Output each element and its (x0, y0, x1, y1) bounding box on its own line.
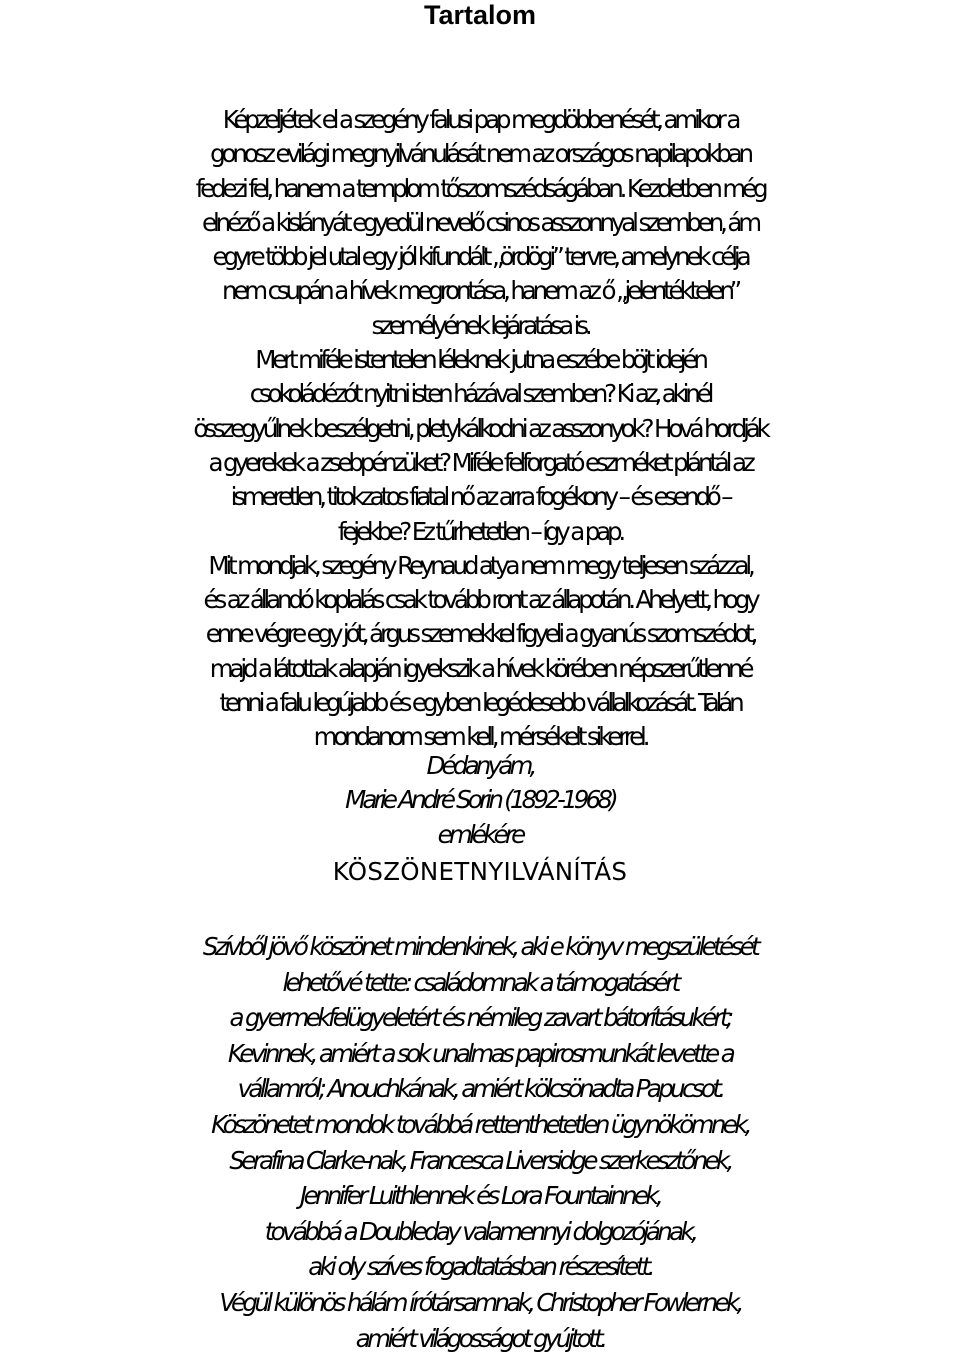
acknowledgements (0, 929, 960, 1356)
acknowledgement-line: Kevinnek, amiért a sok unalmas papirosmunkát levette a (227, 1038, 733, 1068)
acknowledgement-line: a gyermekfelügyeletért és némileg zavart bátorításukért; (229, 1003, 731, 1033)
blurb-line: Mert miféle istentelen léleknek jutna eszébe böjt idején (255, 345, 705, 375)
acknowledgement-line: továbbá a Doubleday valamennyi dolgozójának, (264, 1216, 696, 1246)
acknowledgements-heading: KÖSZÖNETNYILVÁNÍTÁS (332, 857, 628, 886)
blurb-line: és az állandó koplalás csak tovább ront az állapotán. Ahelyett, hogy (203, 585, 757, 615)
blurb-line: Képzeljétek el a szegény falusi pap megdöbbenését, amikor a (222, 105, 738, 134)
acknowledgement-line: amiért világosságot gyújtott. (355, 1323, 605, 1353)
dedication-line: emlékére (437, 819, 523, 849)
dedication-line: Dédanyám, (426, 751, 534, 780)
blurb-line: a gyerekek a zsebpénzüket? Miféle felforgató eszméket plántál az (208, 447, 752, 477)
blurb-line: ismeretlen, titokzatos fiatal nő az arra fogékony – és esendő – (230, 482, 730, 512)
blurb-line: fejekbe? Ez tűrhetetlen – így a pap. (337, 516, 623, 546)
blurb-line: elnéző a kislányát egyedül nevelő csinos asszonnyal szemben, ám (202, 207, 758, 237)
blurb-line: nem csupán a hívek megrontása, hanem az ő „jelentéktelen” (221, 276, 739, 306)
book-blurb (0, 103, 960, 755)
dedication-line: Marie André Sorin (1892-1968) (345, 785, 615, 815)
acknowledgement-line: Serafina Clarke-nak, Francesca Liversidge szerkesztőnek, (229, 1145, 731, 1175)
acknowledgement-line: Végül különös hálám írótársamnak, Christopher Fowlernek, (219, 1287, 741, 1317)
blurb-line: összegyűlnek beszélgetni, pletykálkodni az asszonyok? Hová hordják (193, 413, 767, 443)
blurb-line: személyének lejáratása is. (371, 310, 589, 340)
acknowledgement-line: Köszönetet mondok továbbá rettenthetetlen ügynökömnek, (211, 1109, 749, 1139)
blurb-line: enne végre egy jót, árgus szemekkel figyeli a gyanús szomszédot, (205, 619, 755, 649)
acknowledgement-line: Szívből jövő köszönet mindenkinek, aki e könyv megszületését (202, 932, 758, 961)
acknowledgement-line: aki oly szíves fogadtatásban részesített. (308, 1252, 652, 1282)
blurb-line: fedezi fel, hanem a templom tőszomszédságában. Kezdetben még (195, 173, 765, 203)
dedication (0, 749, 960, 852)
blurb-line: gonosz evilági megnyilvánulását nem az országos napilapokban (210, 139, 750, 169)
blurb-line: Mit mondjak, szegény Reynaud atya nem megy teljesen százzal, (208, 550, 752, 580)
page-title: Tartalom (423, 0, 537, 30)
blurb-line: egyre több jel utal egy jól kifundált „ördögi” tervre, amelynek célja (212, 242, 748, 272)
blurb-line: tenni a falu legújabb és egyben legédesebb vállalkozását. Talán (219, 688, 741, 718)
blurb-line: mondanom sem kell, mérsékelt sikerrel. (313, 722, 647, 752)
blurb-line: majd a látottak alapján igyekszik a hívek körében népszerűtlenné (209, 653, 751, 683)
acknowledgement-line: Jennifer Luithlennek és Lora Fountainnek, (300, 1181, 660, 1211)
acknowledgement-line: lehetővé tette: családomnak a támogatásért (282, 967, 678, 997)
blurb-line: csokoládézót nyitni isten házával szemben? Ki az, akinél (249, 379, 711, 409)
acknowledgement-line: vállamról; Anouchkának, amiért kölcsönadta Papucsot. (237, 1074, 723, 1104)
